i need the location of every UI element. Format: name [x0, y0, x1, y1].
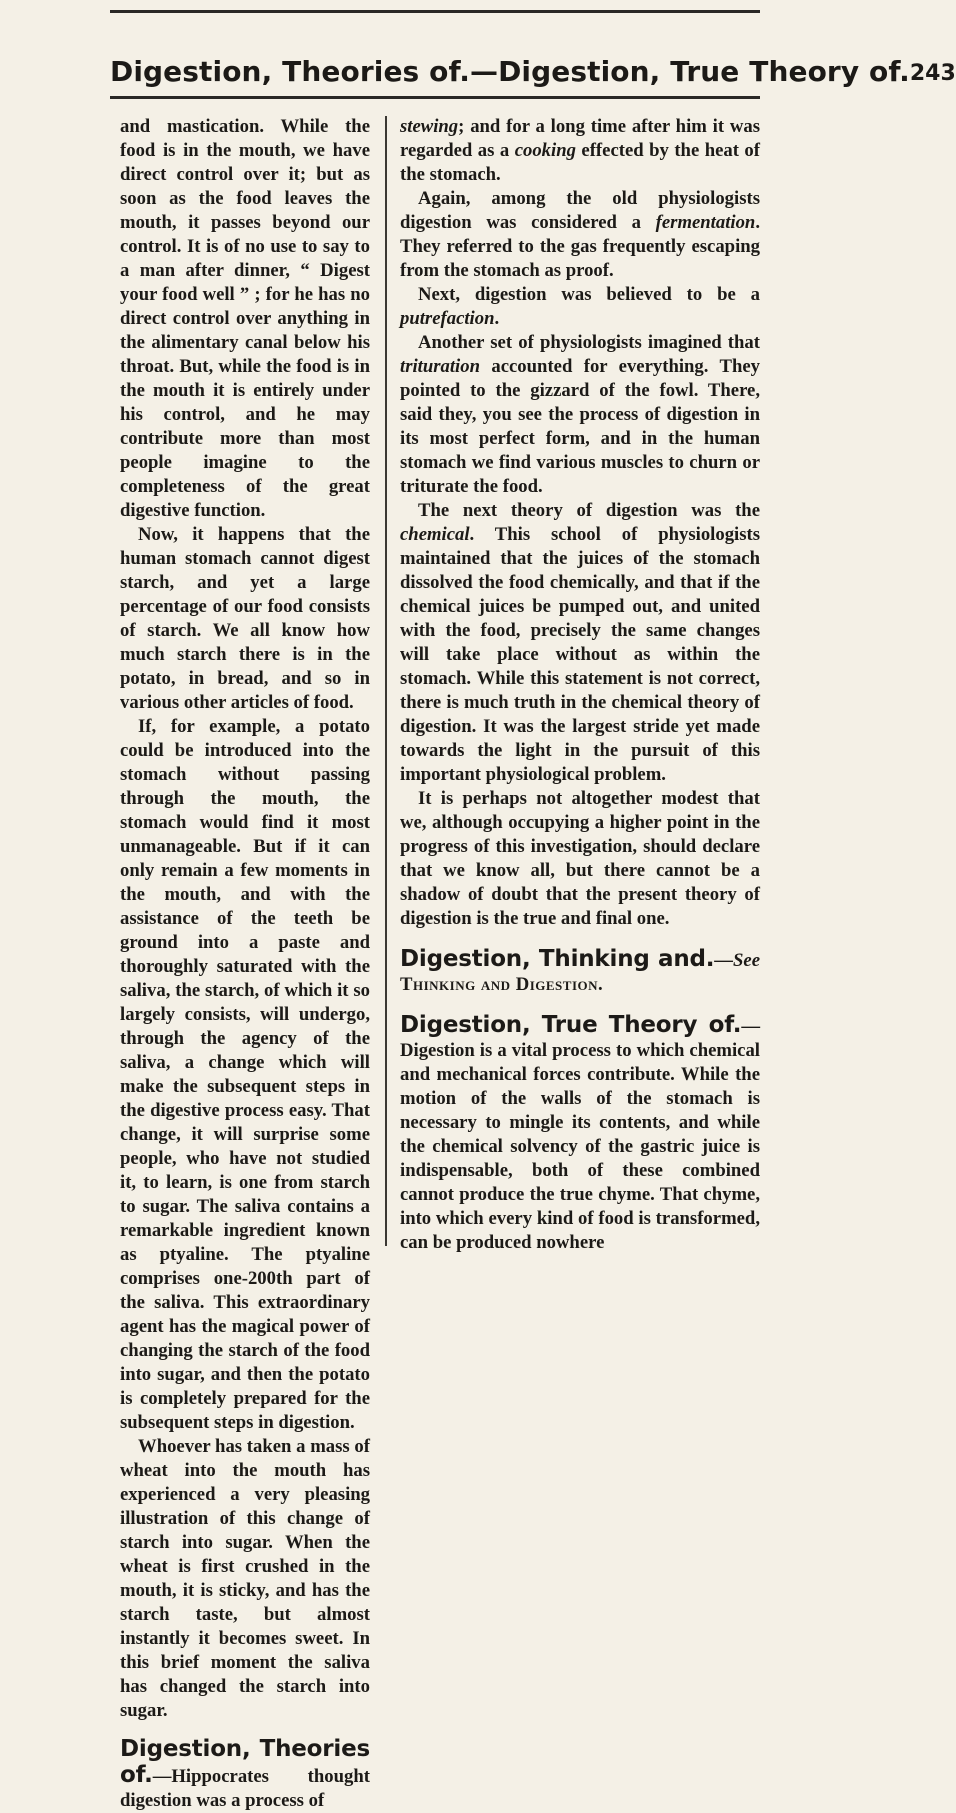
emphasis: trituration: [400, 356, 480, 377]
emphasis: putrefaction: [400, 308, 495, 329]
paragraph: [400, 187, 760, 283]
paragraph: [400, 283, 760, 331]
right-column: [400, 115, 760, 1255]
paragraph: [400, 331, 760, 499]
page-number: 243: [909, 61, 956, 86]
top-rule: [110, 10, 760, 13]
headword: Digestion, Theories of.: [120, 1736, 370, 1788]
paragraph: and mastication. While the food is in the mouth, we have direct control over it; but as soon as the food leaves the mouth, it passes beyond our control. It is of no use to say to a man after dinner, “ Digest your food well ” ; for he has no direct control over anything in the alimentary canal below his throat. But, while the food is in the mouth it is entirely under his control, and he may contribute more than most people imagine to the completeness of the great digestive function.: [120, 116, 370, 521]
text-run: . This school of physiologists maintained that the juices of the stomach dissolved the food chemically, and that if the chemical juices be pumped out, and united with the food, precisely the same changes will take place without as within the stomach. While this statement is not correct, there is much truth in the chemical theory of digestion. It was the largest stride yet made towards the light in the pursuit of this important physiological problem.: [400, 524, 760, 785]
emphasis: chemical: [400, 524, 470, 545]
paragraph: [400, 499, 760, 787]
running-head-title: Digestion, Theories of.—Digestion, True Theory of.: [110, 55, 910, 88]
entry-digestion-true-theory: [400, 1013, 760, 1255]
emphasis: cooking: [514, 140, 576, 161]
text-run: The next theory of digestion was the: [418, 500, 760, 521]
paragraph: [400, 115, 760, 187]
text-run: .: [494, 308, 500, 329]
left-column: [120, 115, 370, 1813]
entry-digestion-thinking: [400, 947, 760, 997]
paragraph: Now, it happens that the human stomach cannot digest starch, and yet a large percentage of our food consists of starch. We all know how much starch there is in the potato, in bread, and so in various other articles of food.: [120, 524, 370, 713]
entry-text: — Digestion is a vital process to which chemical and mechanical forces contribute. While the motion of the walls of the stomach is necessary to mingle its contents, and while the chemical solvency of the gastric juice is indispensable, both of these combined cannot produce the true chyme. That chyme, into which every kind of food is transformed, can be produced nowhere: [400, 1016, 760, 1253]
text-run: accounted for everything. They pointed to the gizzard of the fowl. There, said they, you see the process of digestion in its most perfect form, and in the human stomach we find various muscles to churn or triturate the food.: [400, 356, 760, 497]
paragraph: If, for example, a potato could be introduced into the stomach without passing through the mouth, the stomach would find it most unmanageable. But if it can only remain a few moments in the mouth, and with the assistance of the teeth be ground into a paste and thoroughly saturated with the saliva, the starch, of which it so largely consists, will undergo, through the agency of the saliva, a change which will make the subsequent steps in the digestive process easy. That change, it will surprise some people, who have not studied it, to learn, is one from starch to sugar. The saliva contains a remarkable ingredient known as ptyaline. The ptyaline comprises one-200th part of the saliva. This extraordinary agent has the magical power of changing the starch of the food into sugar, and then the potato is completely prepared for the subsequent steps in digestion.: [120, 716, 370, 1433]
text-run: ; and for a long time after him it was regarded as a: [400, 116, 760, 161]
text-run: . They referred to the gas frequently escaping from the stomach as proof.: [400, 212, 760, 281]
entry-digestion-theories: [120, 1737, 370, 1813]
emphasis: fermentation: [655, 212, 756, 233]
see-label: —See: [714, 950, 760, 971]
text-run: Another set of physiologists imagined that: [418, 332, 760, 353]
paragraph: Whoever has taken a mass of wheat into the mouth has experienced a very pleasing illustration of this change of starch into sugar. When the wheat is first crushed in the mouth, it is sticky, and has the starch taste, but almost instantly it becomes sweet. In this brief moment the saliva has changed the starch into sugar.: [120, 1436, 370, 1721]
column-divider: [385, 116, 387, 1246]
text-run: Next, digestion was believed to be a: [418, 284, 760, 305]
text-run: effected by the heat of the stomach.: [400, 140, 760, 185]
entry-text: —Hippocrates thought digestion was a process of: [120, 1766, 370, 1811]
text-run: Again, among the old physiologists digestion was considered a: [400, 188, 760, 233]
head-rule: [110, 96, 760, 99]
emphasis: stewing: [400, 116, 459, 137]
paragraph: It is perhaps not altogether modest that we, although occupying a higher point in the progress of this investigation, should declare that we know all, but there cannot be a shadow of doubt that the present theory of digestion is the true and final one.: [400, 788, 760, 929]
headword: Digestion, True Theory of.: [400, 1012, 742, 1038]
cross-reference: Thinking and Digestion.: [400, 974, 604, 995]
running-head: [110, 44, 956, 88]
headword: Digestion, Thinking and.: [400, 946, 715, 972]
